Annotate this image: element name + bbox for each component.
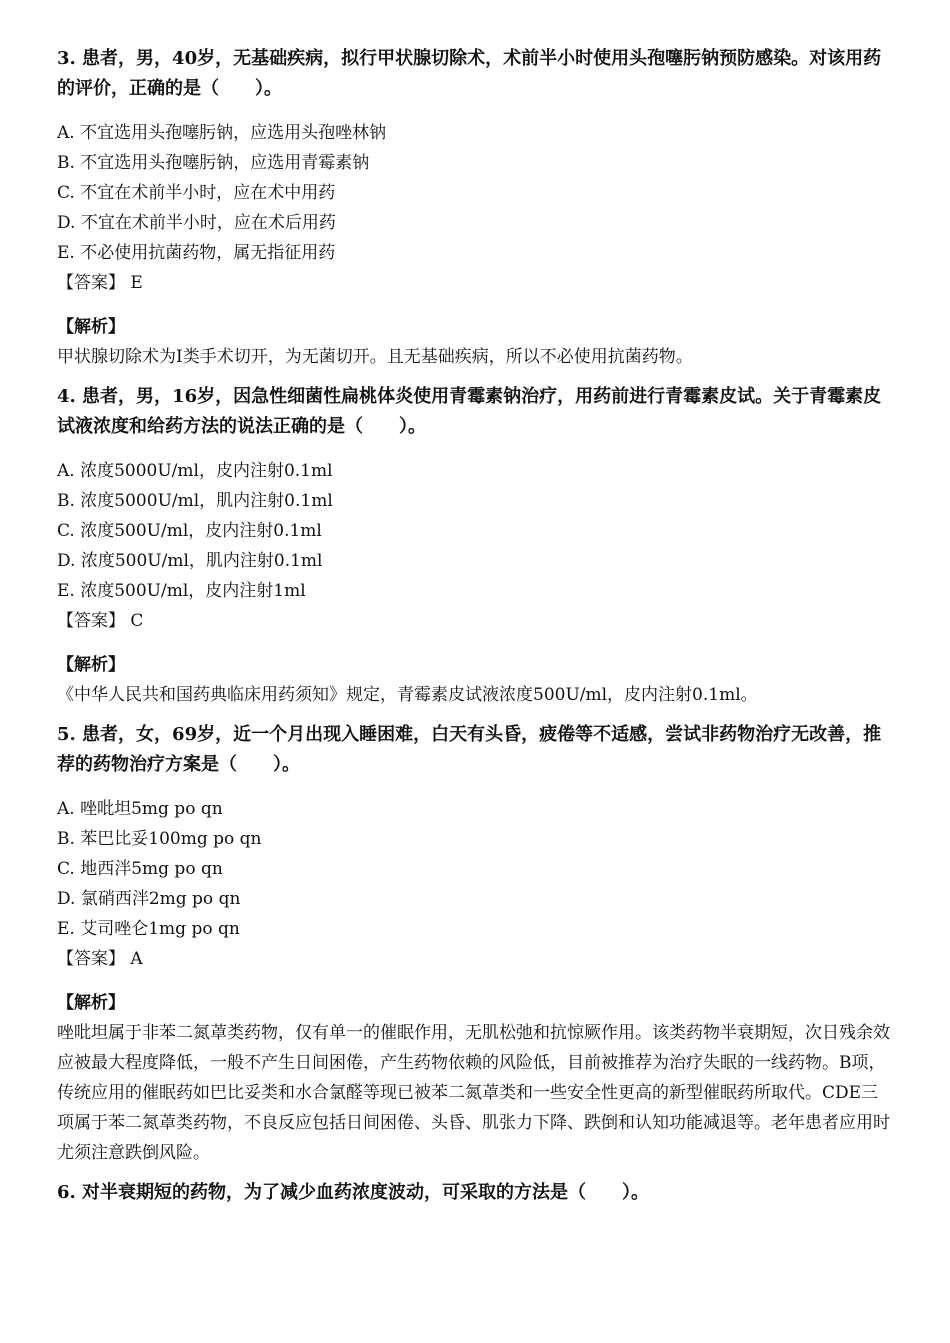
option-a: A. 浓度5000U/ml，皮内注射0.1ml xyxy=(57,461,333,481)
question-stem: 6. 对半衰期短的药物，为了减少血药浓度波动，可采取的方法是（ ）。 xyxy=(57,1182,650,1203)
answer: 【答案】 C xyxy=(57,611,144,631)
option-e: E. 不必使用抗菌药物，属无指征用药 xyxy=(57,243,336,263)
option-d: D. 氯硝西泮2mg po qn xyxy=(57,889,241,909)
option-b: B. 苯巴比妥100mg po qn xyxy=(57,829,262,849)
explanation-heading: 【解析】 xyxy=(57,317,125,337)
document-page xyxy=(57,44,893,1222)
option-b: B. 不宜选用头孢噻肟钠，应选用青霉素钠 xyxy=(57,153,370,173)
explanation-text: 唑吡坦属于非苯二氮䓬类药物，仅有单一的催眠作用，无肌松弛和抗惊厥作用。该类药物半衰期短，次日残余效应被最大程度降低，一般不产生日间困倦，产生药物依赖的风险低，目前被推荐为治疗失眠的一线药物。B项，传统应用的催眠药如巴比妥类和水合氯醛等现已被苯二氮䓬类和一些安全性更高的新型催眠药所取代。CDE三项属于苯二氮䓬类药物，不良反应包括日间困倦、头昏、肌张力下降、跌倒和认知功能减退等。老年患者应用时尤须注意跌倒风险。 xyxy=(57,1023,890,1163)
option-e: E. 浓度500U/ml，皮内注射1ml xyxy=(57,581,306,601)
option-e: E. 艾司唑仑1mg po qn xyxy=(57,919,240,939)
question-stem: 5. 患者，女，69岁，近一个月出现入睡困难，白天有头昏，疲倦等不适感，尝试非药物治疗无改善，推荐的药物治疗方案是（ ）。 xyxy=(57,724,882,775)
answer: 【答案】 A xyxy=(57,949,143,969)
option-c: C. 不宜在术前半小时，应在术中用药 xyxy=(57,183,336,203)
question-stem: 4. 患者，男，16岁，因急性细菌性扁桃体炎使用青霉素钠治疗，用药前进行青霉素皮试。关于青霉素皮试液浓度和给药方法的说法正确的是（ ）。 xyxy=(57,386,882,437)
option-a: A. 唑吡坦5mg po qn xyxy=(57,799,223,819)
question-4 xyxy=(57,382,893,710)
explanation-text: 甲状腺切除术为I类手术切开，为无菌切开。且无基础疾病，所以不必使用抗菌药物。 xyxy=(57,347,693,367)
option-d: D. 不宜在术前半小时，应在术后用药 xyxy=(57,213,336,233)
option-b: B. 浓度5000U/ml，肌内注射0.1ml xyxy=(57,491,333,511)
answer: 【答案】 E xyxy=(57,273,143,293)
question-5 xyxy=(57,720,893,1168)
question-6 xyxy=(57,1178,893,1208)
option-c: C. 地西泮5mg po qn xyxy=(57,859,223,879)
option-a: A. 不宜选用头孢噻肟钠，应选用头孢唑林钠 xyxy=(57,123,387,143)
question-3 xyxy=(57,44,893,372)
option-d: D. 浓度500U/ml，肌内注射0.1ml xyxy=(57,551,323,571)
explanation-heading: 【解析】 xyxy=(57,655,125,675)
explanation-heading: 【解析】 xyxy=(57,993,125,1013)
explanation-text: 《中华人民共和国药典临床用药须知》规定，青霉素皮试液浓度500U/ml，皮内注射0.1ml。 xyxy=(57,685,758,705)
option-c: C. 浓度500U/ml，皮内注射0.1ml xyxy=(57,521,322,541)
question-stem: 3. 患者，男，40岁，无基础疾病，拟行甲状腺切除术，术前半小时使用头孢噻肟钠预防感染。对该用药的评价，正确的是（ ）。 xyxy=(57,48,882,99)
